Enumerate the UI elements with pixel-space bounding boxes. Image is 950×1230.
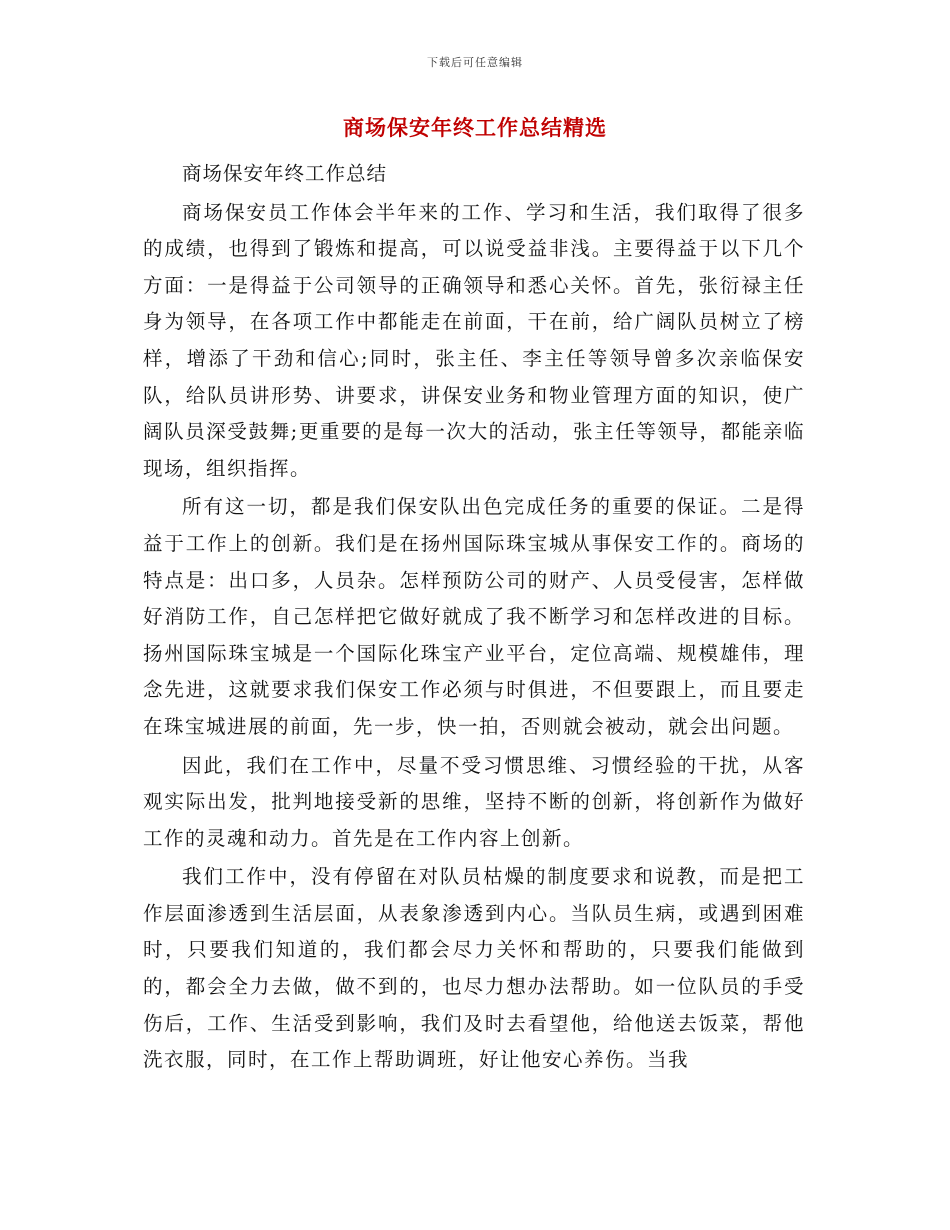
document-body <box>143 156 805 1079</box>
document-subtitle: 商场保安年终工作总结 <box>182 162 388 185</box>
paragraph-1: 商场保安员工作体会半年来的工作、学习和生活，我们取得了很多的成绩，也得到了锻炼和提高，可以说受益非浅。主要得益于以下几个方面：一是得益于公司领导的正确领导和悉心关怀。首先，张衍禄主任身为领导，在各项工作中都能走在前面，干在前，给广阔队员树立了榜样，增添了干劲和信心;同时，张主任、李主任等领导曾多次亲临保安队，给队员讲形势、讲要求，讲保安业务和物业管理方面的知识，使广阔队员深受鼓舞;更重要的是每一次大的活动，张主任等领导，都能亲临现场，组织指挥。 <box>143 200 805 480</box>
paragraph-3: 因此，我们在工作中，尽量不受习惯思维、习惯经验的干扰，从客观实际出发，批判地接受新的思维，坚持不断的创新，将创新作为做好工作的灵魂和动力。首先是在工作内容上创新。 <box>143 753 805 850</box>
header-note: 下载后可任意编辑 <box>427 56 523 69</box>
paragraph-2: 所有这一切，都是我们保安队出色完成任务的重要的保证。二是得益于工作上的创新。我们是在扬州国际珠宝城从事保安工作的。商场的特点是：出口多，人员杂。怎样预防公司的财产、人员受侵害，怎样做好消防工作，自己怎样把它做好就成了我不断学习和怎样改进的目标。扬州国际珠宝城是一个国际化珠宝产业平台，定位高端、规模雄伟，理念先进，这就要求我们保安工作必须与时俱进，不但要跟上，而且要走在珠宝城进展的前面，先一步，快一拍，否则就会被动，就会出问题。 <box>143 495 805 738</box>
document-title: 商场保安年终工作总结精选 <box>343 116 607 140</box>
paragraph-4: 我们工作中，没有停留在对队员枯燥的制度要求和说教，而是把工作层面渗透到生活层面，从表象渗透到内心。当队员生病，或遇到困难时，只要我们知道的，我们都会尽力关怀和帮助的，只要我们能做到的，都会全力去做，做不到的，也尽力想办法帮助。如一位队员的手受伤后，工作、生活受到影响，我们及时去看望他，给他送去饭菜，帮他洗衣服，同时，在工作上帮助调班，好让他安心养伤。当我 <box>143 865 805 1072</box>
